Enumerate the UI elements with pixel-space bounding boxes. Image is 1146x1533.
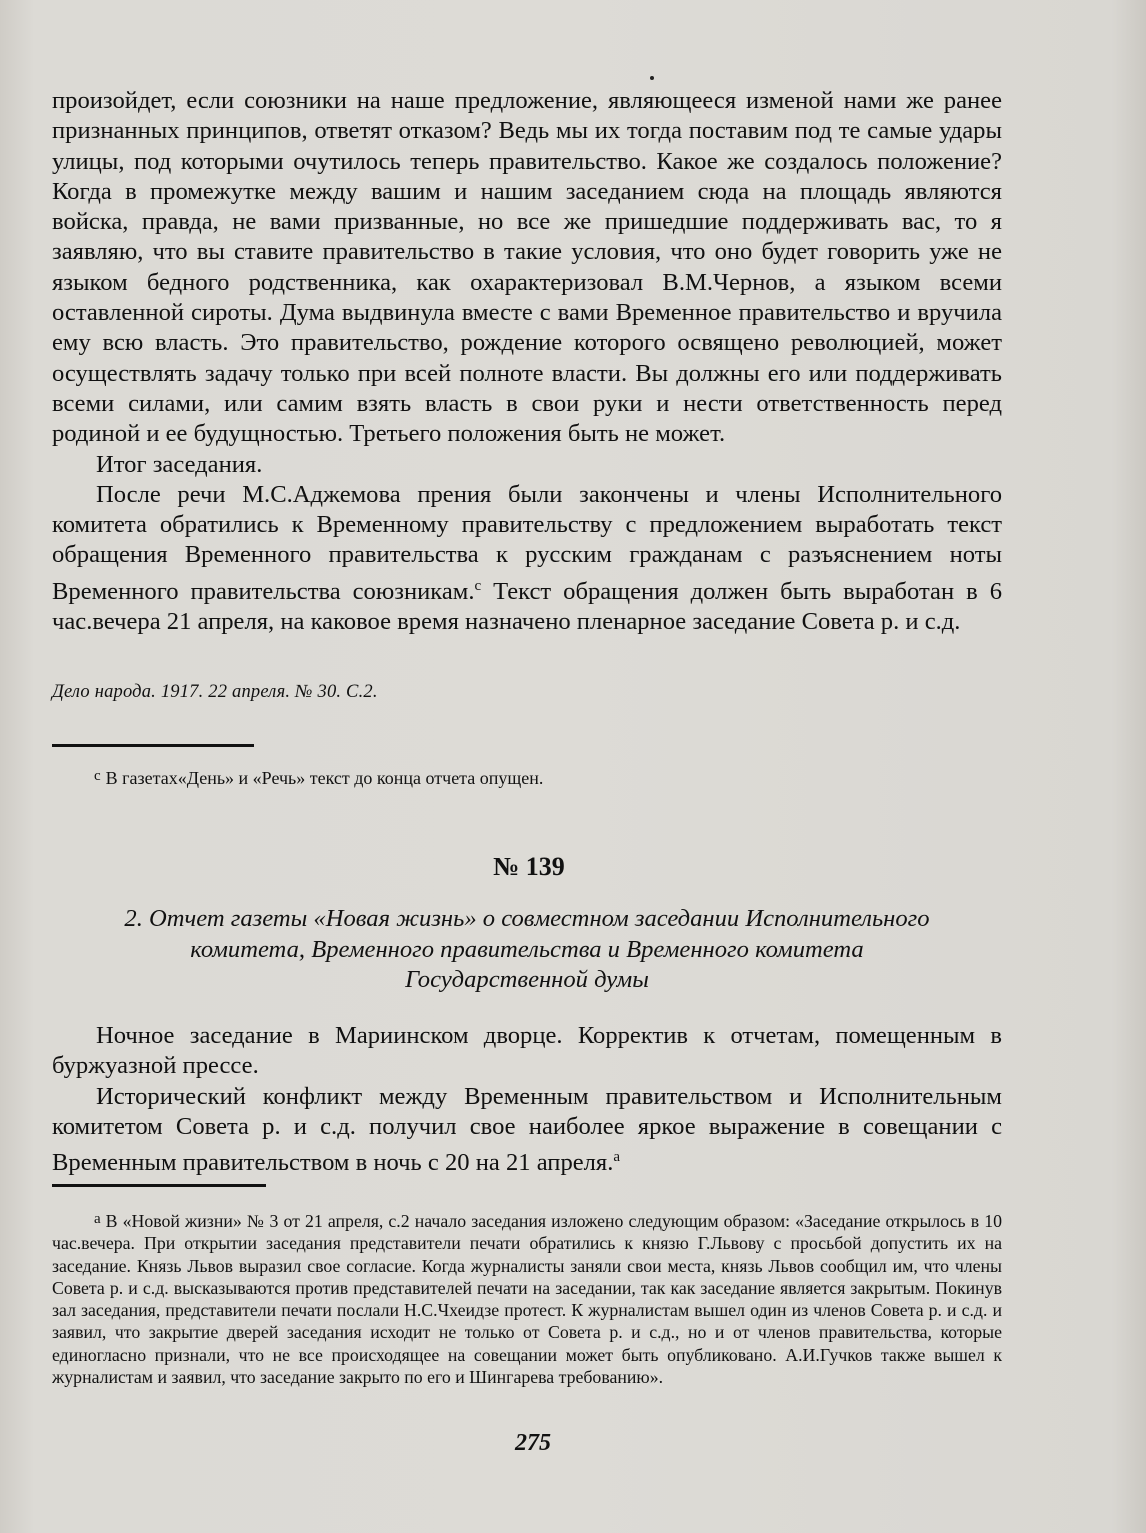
paragraph-night-session: Ночное заседание в Мариинском дворце. Корректив к отчетам, помещенным в буржуазной прессе. [52, 1022, 1002, 1080]
footnote-ref-c: с [474, 577, 482, 594]
footnote-c-text: В газетах«День» и «Речь» текст до конца отчета опущен. [105, 768, 544, 788]
document-number: № 139 [493, 852, 565, 881]
footnote-divider [52, 744, 254, 747]
footnote-a-marker: а [94, 1211, 101, 1227]
paragraph-meeting-result-text-2: Текст обращения должен быть выработан в 6 час.вечера 21 апреля, на каковое время назначено пленарное заседание Совета р. и с.д. [52, 577, 1003, 636]
paragraph-meeting-result-heading: Итог заседания. [96, 450, 263, 478]
print-speck [650, 76, 654, 80]
document-body [52, 1021, 1002, 1179]
source-citation: Дело народа. 1917. 22 апреля. № 30. С.2. [52, 682, 378, 702]
footnote-divider [52, 1184, 266, 1187]
page-number: 275 [515, 1430, 551, 1456]
main-text [52, 86, 1002, 638]
paragraph-historic-conflict-text: Исторический конфликт между Временным правительством и Исполнительным комитетом Совета р. и с.д. получил свое наиболее яркое выражение в совещании с Временным правительством в ночь с 20 на 21 апреля. [52, 1082, 1002, 1177]
footnote-a-text: В «Новой жизни» № 3 от 21 апреля, с.2 начало заседания изложено следующим образом: «Заседание открылось в 10 час.вечера. При открытии заседания представители печати обратились к князю Г.Львову с просьбой допустить их на заседание. Князь Львов выразил свое согласие. Когда журналисты заняли свои места, князь Львов сообщил им, что члены Совета р. и с.д. высказываются против представителей печати на заседании, так как заседание является закрытым. Покинув зал заседания, представители печати послали Н.С.Чхеидзе протест. К журналистам вышел один из членов Совета р. и с.д. и заявил, что закрытие дверей заседания исходит не только от Совета р. и с.д., но и от членов правительства, которые единогласно признали, что не все происходящее на совещании может быть опубликовано. А.И.Гучков также вышел к журналистам и заявил, что заседание закрыто по его и Шингарева требованию». [52, 1211, 1002, 1388]
paragraph-meeting-result [52, 480, 1002, 638]
document-title-line: Государственной думы [405, 966, 649, 993]
footnote-ref-a: а [613, 1149, 621, 1166]
document-title-line: 2. Отчет газеты «Новая жизнь» о совместном заседании Исполнительного [124, 905, 930, 932]
document-title [52, 904, 1002, 996]
footnote-a-paragraph [52, 1208, 1002, 1388]
paragraph-speech-end: произойдет, если союзники на наше предложение, являющееся изменой нами же ранее признанных принципов, ответят отказом? Ведь мы их тогда поставим под те самые удары улицы, под которыми очутилось теперь правительство. Какое же создалось положение? Когда в промежутке между вашим и нашим заседанием сюда на площадь являются войска, правда, не вами призванные, но все же пришедшие поддерживать вас, то я заявляю, что вы ставите правительство в такие условия, что оно будет говорить уже не языком бедного родственника, как охарактеризовал В.М.Чернов, а языком всеми оставленной сироты. Дума выдвинула вместе с вами Временное правительство и вручила ему всю власть. Это правительство, рождение которого освящено революцией, может осуществлять задачу только при всей полноте власти. Вы должны его или поддерживать всеми силами, или самим взять власть в свои руки и нести ответственность перед родиной и ее будущностью. Третьего положения быть не может. [52, 87, 1002, 448]
footnote-c [94, 768, 543, 789]
document-title-line: комитета, Временного правительства и Временного комитета [190, 935, 864, 963]
paragraph-historic-conflict [52, 1082, 1002, 1179]
footnote-a [52, 1208, 1002, 1388]
footnote-c-marker: с [94, 768, 101, 784]
paragraph-meeting-result-text: После речи М.С.Аджемова прения были закончены и члены Исполнительного комитета обратились к Временному правительству с предложением выработать текст обращения Временного правительства к русским гражданам с разъяснением ноты Временного правительства союзникам. [52, 480, 1002, 605]
